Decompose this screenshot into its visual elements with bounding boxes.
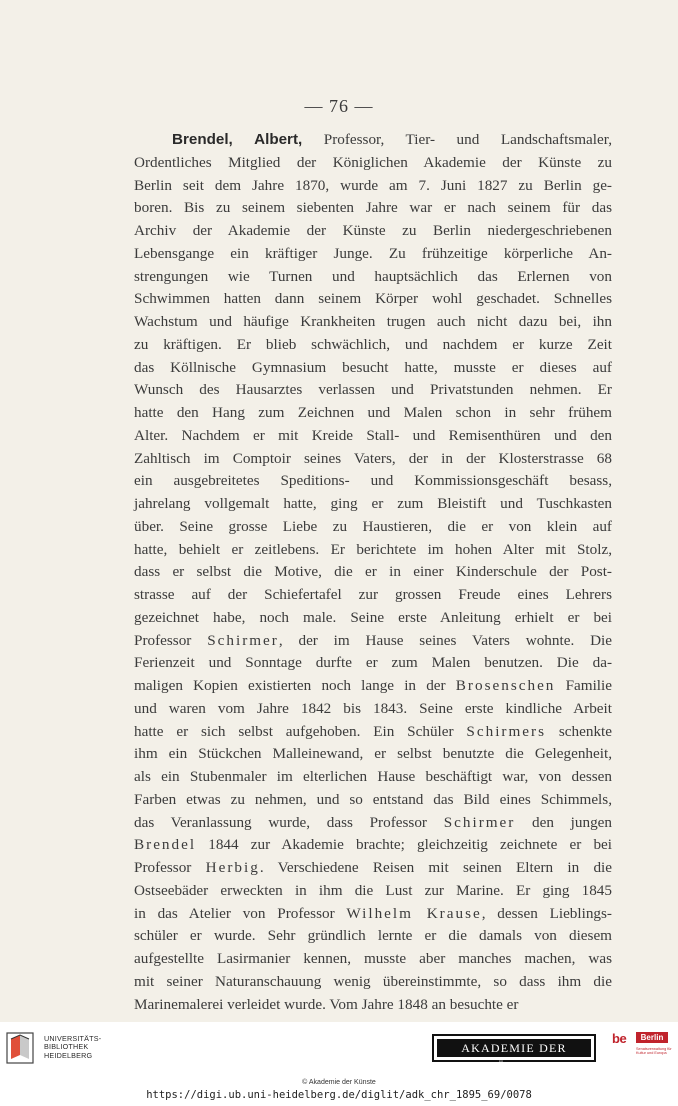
text-run: boren. Bis zu seinem siebenten Jahre war er nach seinem für das	[134, 199, 612, 217]
berlin-senate-logo[interactable]	[612, 1031, 672, 1065]
text-line	[134, 539, 612, 562]
text-line	[134, 379, 612, 402]
text-line	[134, 584, 612, 607]
text-line	[134, 402, 612, 425]
text-run: Ostseebäder erweckten in ihm die Lust zur Marine. Er ging 1845	[134, 881, 612, 899]
spaced-name: Herbig	[205, 859, 260, 876]
text-run: 1844 zur Akademie brachte; gleichzeitig zeichnete er bei	[196, 836, 612, 854]
text-run: Ferienzeit und Sonntage durfte er zum Malen benutzen. Die da-	[134, 654, 612, 672]
text-run: zu kräftigen. Er blieb schwächlich, und nachdem er kurze Zeit	[134, 335, 612, 353]
entry-name: Brendel, Albert,	[172, 131, 303, 148]
text-run: Berlin seit dem Jahre 1870, wurde am 7. Juni 1827 zu Berlin ge-	[134, 176, 612, 194]
text-line	[134, 129, 612, 152]
permalink-url[interactable]: https://digi.ub.uni-heidelberg.de/diglit/adk_chr_1895_69/0078	[146, 1089, 532, 1101]
berlin-logo-box: Berlin	[636, 1032, 668, 1043]
text-line	[134, 971, 612, 994]
berlin-logo-subtitle: Senatsverwaltung für Kultur und Europa	[636, 1047, 672, 1056]
text-run: Farben etwas zu nehmen, und so entstand das Bild eines Schimmels,	[134, 790, 612, 808]
text-run: mit seiner Naturanschauung wenig übereinstimmte, so dass ihm die	[134, 972, 612, 990]
text-line	[134, 834, 612, 857]
text-line	[134, 607, 612, 630]
berlin-logo-be: be	[612, 1031, 627, 1046]
text-line	[134, 425, 612, 448]
text-run: den jungen	[515, 813, 613, 831]
text-line	[134, 152, 612, 175]
spaced-name: Schirmers	[466, 722, 547, 740]
spaced-name: Brosenschen	[455, 677, 556, 694]
spaced-name: Schirmer	[207, 631, 279, 649]
text-line	[134, 448, 612, 471]
text-run: ein ausgebreitetes Speditions- und Kommissionsgeschäft besass,	[134, 472, 612, 490]
text-run: das Veranlassung wurde, dass Professor	[134, 813, 444, 831]
text-line	[134, 266, 612, 289]
text-run: Archiv der Akademie der Künste zu Berlin niedergeschriebenen	[134, 222, 612, 239]
text-run: Alter. Nachdem er mit Kreide Stall- und Remisenthüren und den	[134, 426, 612, 444]
text-run: jahrelang vollgemalt hatte, ging er zum Bleistift und Tuschkasten	[134, 495, 612, 512]
text-run: hatte, behielt er zeitlebens. Er berichtete im hohen Alter mit Stolz,	[134, 540, 612, 558]
text-line	[134, 994, 612, 1017]
text-line	[134, 721, 612, 744]
text-run: Zahltisch im Comptoir seines Vaters, der in der Klosterstrasse 68	[134, 449, 612, 467]
text-run: . Verschiedene Reisen mit seinen Eltern in die	[259, 859, 613, 876]
text-run: das Köllnische Gymnasium besucht hatte, musste er dieses auf	[134, 358, 612, 376]
text-line	[134, 175, 612, 198]
text-line	[134, 334, 612, 357]
body-text	[134, 129, 612, 1016]
text-run: Professor	[134, 859, 206, 876]
spaced-name: Brendel	[134, 836, 197, 854]
text-line	[134, 516, 612, 539]
text-line	[134, 698, 612, 721]
text-run: gezeichnet habe, noch male. Seine erste Anleitung erhielt er bei	[134, 608, 612, 626]
text-line	[134, 288, 612, 311]
text-line	[134, 857, 612, 880]
text-run: über. Seine grosse Liebe zu Haustieren, die er von klein auf	[134, 517, 612, 535]
library-emblem-icon	[6, 1029, 36, 1065]
text-line	[134, 812, 612, 835]
text-run: als ein Stubenmaler im elterlichen Hause beschäftigt war, von dessen	[134, 768, 612, 785]
text-line	[134, 652, 612, 675]
text-run: schüler er wurde. Sehr gründlich lernte er die damals von diesem	[134, 927, 612, 945]
text-run: Schwimmen hatten dann seinem Körper wohl geschadet. Schnelles	[134, 290, 612, 308]
text-line	[134, 675, 612, 698]
text-run: ihm ein Stückchen Malleinewand, er selbst benutzte die Gelegenheit,	[134, 745, 612, 763]
text-run: strengungen wie Turnen und hauptsächlich das Erlernen von	[134, 267, 612, 285]
text-line	[134, 948, 612, 971]
text-line	[134, 766, 612, 789]
page-number: — 76 —	[304, 96, 374, 116]
text-line	[134, 197, 612, 220]
library-name-line: BIBLIOTHEK	[44, 1042, 89, 1052]
text-line	[134, 925, 612, 948]
text-line	[134, 743, 612, 766]
text-line	[134, 243, 612, 266]
text-run: hatte den Hang zum Zeichnen und Malen schon in sehr frühem	[134, 404, 612, 421]
library-name	[44, 1035, 101, 1060]
library-name-line: HEIDELBERG	[44, 1050, 93, 1060]
text-line	[134, 903, 612, 926]
library-name-line: UNIVERSITÄTS-	[44, 1034, 102, 1043]
text-run: strasse auf der Schiefertafel zur grossen Freude eines Lehrers	[134, 586, 612, 603]
text-line	[134, 357, 612, 380]
text-run: Ordentliches Mitglied der Königlichen Akademie der Künste zu	[134, 153, 612, 171]
text-run: in das Atelier von Professor	[134, 904, 347, 922]
text-run: , der im Hause seines Vaters wohnte. Die	[278, 631, 612, 649]
text-run: aufgestellte Lasirmanier kennen, musste aber manches machen, was	[134, 950, 612, 967]
spaced-name: Wilhelm Krause	[346, 904, 482, 922]
text-run: und waren vom Jahre 1842 bis 1843. Seine erste kindliche Arbeit	[134, 699, 612, 717]
text-line	[134, 493, 612, 516]
text-run: , dessen Lieblings-	[481, 904, 612, 922]
text-line	[134, 561, 612, 584]
akademie-logo-text: AKADEMIE DER KÜNSTE	[437, 1039, 591, 1057]
text-run: dass er selbst die Motive, die er in einer Kinderschule der Post-	[134, 563, 612, 581]
text-line	[134, 470, 612, 493]
text-run: Marinemalerei verleidet wurde. Vom Jahre 1848 an besuchte er	[134, 995, 519, 1013]
text-line	[134, 220, 612, 243]
text-run: hatte er sich selbst aufgehoben. Ein Schüler	[134, 722, 467, 740]
text-line	[134, 880, 612, 903]
text-run: maligen Kopien existierten noch lange in der	[134, 677, 456, 694]
text-run: Lebensgange ein kräftiger Junge. Zu frühzeitige körperliche An-	[134, 244, 612, 262]
text-run: Familie	[555, 677, 612, 694]
copyright-notice: © Akademie der Künste	[302, 1079, 376, 1086]
akademie-der-kuenste-logo[interactable]	[432, 1034, 596, 1073]
text-run: schenkte	[546, 722, 612, 740]
text-run: Professor, Tier- und Landschaftsmaler,	[302, 131, 612, 148]
text-run: Wunsch des Hausarztes verlassen und Privatstunden nehmen. Er	[134, 381, 612, 399]
text-run: Wachstum und häufige Krankheiten trugen auch nicht dazu bei, ihn	[134, 313, 612, 330]
spaced-name: Schirmer	[443, 813, 516, 831]
text-line	[134, 789, 612, 812]
text-line	[134, 311, 612, 334]
heidelberg-library-logo[interactable]	[6, 1027, 116, 1069]
text-run: Professor	[134, 631, 208, 649]
text-line	[134, 630, 612, 653]
